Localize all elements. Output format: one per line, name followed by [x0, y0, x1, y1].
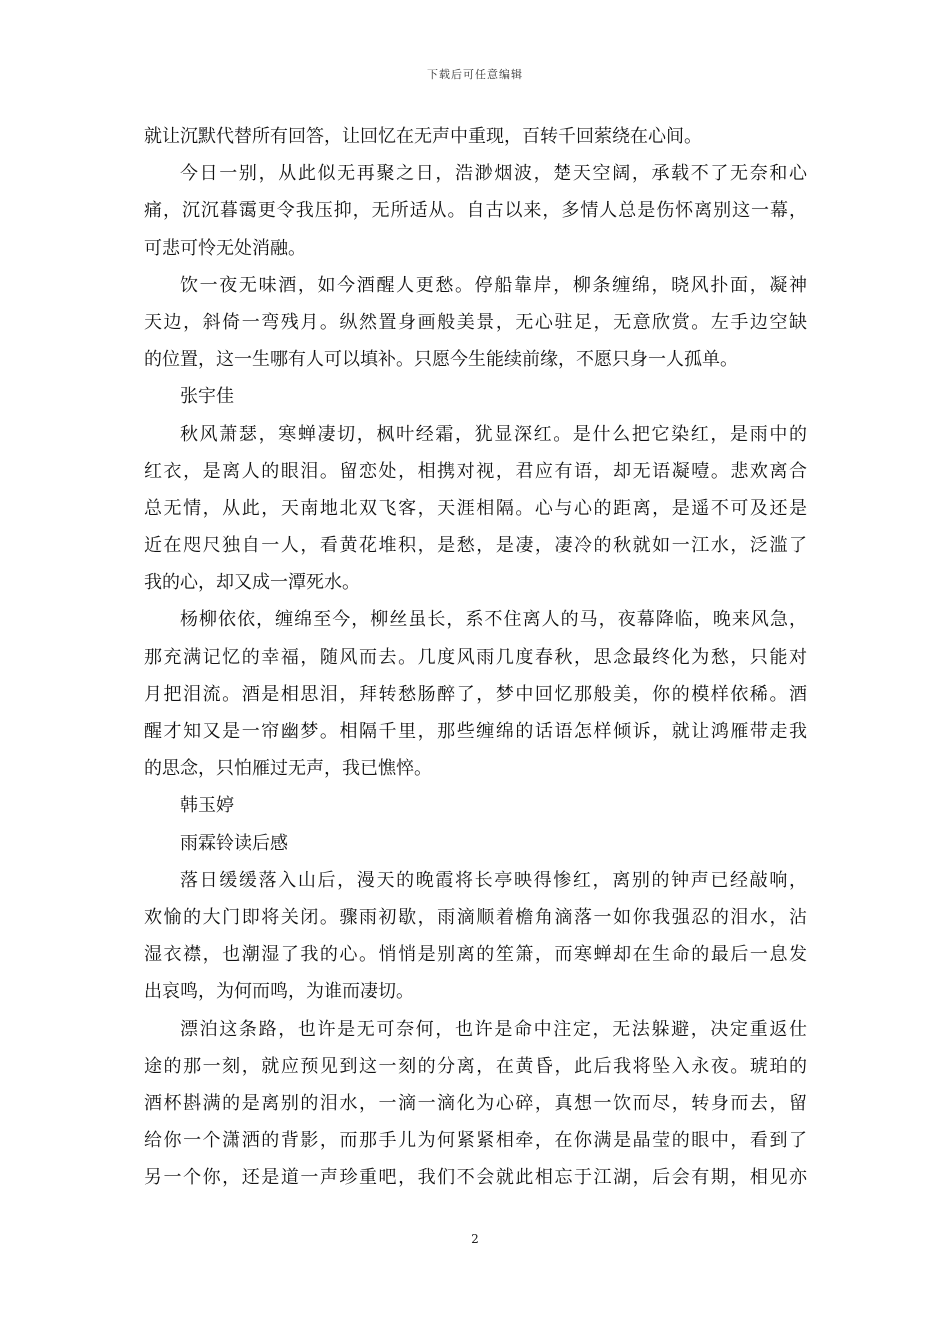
- text-line: 近在咫尺独自一人，看黄花堆积，是愁，是凄，凄冷的秋就如一江水，泛滥了: [144, 535, 807, 557]
- text-line: 给你一个潇洒的背影，而那手儿为何紧紧相牵，在你满是晶莹的眼中，看到了: [144, 1130, 807, 1152]
- text-line: 我的心，却又成一潭死水。: [144, 572, 360, 594]
- text-line: 欢愉的大门即将关闭。骤雨初歇，雨滴顺着檐角滴落一如你我强忍的泪水，沾: [144, 906, 807, 928]
- text-line: 湿衣襟，也潮湿了我的心。悄悄是别离的笙箫，而寒蝉却在生命的最后一息发: [144, 944, 807, 966]
- text-line: 月把泪流。酒是相思泪，拜转愁肠醉了，梦中回忆那般美，你的模样依稀。酒: [144, 683, 807, 705]
- document-body: [144, 118, 807, 1196]
- author-name: 韩玉婷: [180, 795, 234, 817]
- author-name: 张宇佳: [180, 386, 234, 408]
- text-line: 那充满记忆的幸福，随风而去。几度风雨几度春秋，思念最终化为愁，只能对: [144, 646, 807, 668]
- page-header: 下载后可任意编辑: [427, 68, 523, 81]
- text-line: 天边，斜倚一弯残月。纵然置身画般美景，无心驻足，无意欣赏。左手边空缺: [144, 311, 807, 333]
- text-line: 红衣，是离人的眼泪。留恋处，相携对视，君应有语，却无语凝噎。悲欢离合: [144, 460, 807, 482]
- text-line: 总无情，从此，天南地北双飞客，天涯相隔。心与心的距离，是遥不可及还是: [144, 497, 807, 519]
- text-line: 的位置，这一生哪有人可以填补。只愿今生能续前缘，不愿只身一人孤单。: [144, 349, 738, 371]
- text-line: 痛，沉沉暮霭更令我压抑，无所适从。自古以来，多情人总是伤怀离别这一幕，: [144, 200, 807, 222]
- text-line: 出哀鸣，为何而鸣，为谁而凄切。: [144, 981, 414, 1003]
- text-line: 落日缓缓落入山后，漫天的晚霞将长亭映得惨红，离别的钟声已经敲响，: [180, 869, 807, 891]
- text-line: 漂泊这条路，也许是无可奈何，也许是命中注定，无法躲避，决定重返仕: [180, 1018, 807, 1040]
- text-line: 饮一夜无味酒，如今酒醒人更愁。停船靠岸，柳条缠绵，晓风扑面，凝神: [180, 274, 807, 296]
- text-line: 今日一别，从此似无再聚之日，浩渺烟波，楚天空阔，承载不了无奈和心: [180, 163, 807, 185]
- text-line: 的思念，只怕雁过无声，我已憔悴。: [144, 758, 432, 780]
- text-line: 可悲可怜无处消融。: [144, 237, 306, 259]
- text-line: 途的那一刻，就应预见到这一刻的分离，在黄昏，此后我将坠入永夜。琥珀的: [144, 1055, 807, 1077]
- text-line: 酒杯斟满的是离别的泪水，一滴一滴化为心碎，真想一饮而尽，转身而去，留: [144, 1092, 807, 1114]
- page-number: 2: [471, 1232, 479, 1246]
- section-title: 雨霖铃读后感: [180, 832, 288, 854]
- text-line: 秋风萧瑟，寒蝉凄切，枫叶经霜，犹显深红。是什么把它染红，是雨中的: [180, 423, 807, 445]
- text-line: 杨柳依依，缠绵至今，柳丝虽长，系不住离人的马，夜幕降临，晚来风急，: [180, 609, 807, 631]
- text-line: 就让沉默代替所有回答，让回忆在无声中重现，百转千回萦绕在心间。: [144, 126, 702, 147]
- text-line: 另一个你，还是道一声珍重吧，我们不会就此相忘于江湖，后会有期，相见亦: [144, 1167, 807, 1189]
- text-line: 醒才知又是一帘幽梦。相隔千里，那些缠绵的话语怎样倾诉，就让鸿雁带走我: [144, 721, 807, 742]
